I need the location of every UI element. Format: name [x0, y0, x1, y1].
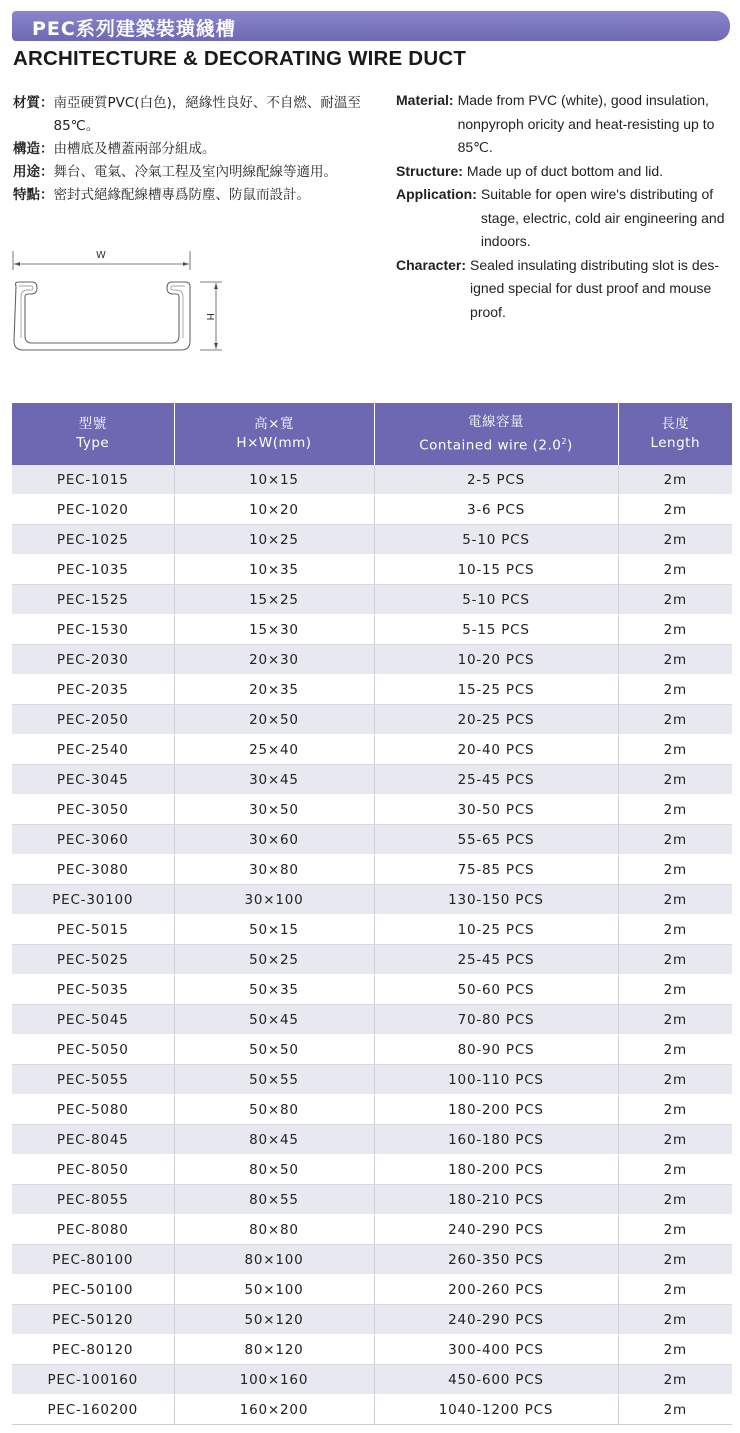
cell-contained-wire: 10-20 PCS: [374, 645, 618, 675]
table-row: [12, 1395, 732, 1425]
column-header-contained-wire: [374, 403, 618, 465]
table-row: [12, 1035, 732, 1065]
cell-type: PEC-5050: [12, 1035, 174, 1065]
zh-spec-text: 舞台、電氣、冷氣工程及室內明線配線等適用。: [53, 164, 337, 180]
cell-dimensions: 10×35: [174, 555, 374, 585]
spec-table: [12, 403, 732, 1425]
table-row: [12, 465, 732, 495]
cell-type: PEC-50100: [12, 1275, 174, 1305]
cell-dimensions: 80×120: [174, 1335, 374, 1365]
cell-type: PEC-5080: [12, 1095, 174, 1125]
cell-contained-wire: 300-400 PCS: [374, 1335, 618, 1365]
cell-dimensions: 30×60: [174, 825, 374, 855]
table-row: [12, 705, 732, 735]
en-spec-label: Character:: [396, 256, 467, 273]
cell-type: PEC-30100: [12, 885, 174, 915]
table-header-row: [12, 403, 732, 465]
cell-contained-wire: 240-290 PCS: [374, 1215, 618, 1245]
cell-dimensions: 50×80: [174, 1095, 374, 1125]
cell-type: PEC-5035: [12, 975, 174, 1005]
cell-type: PEC-1530: [12, 615, 174, 645]
page-title: ARCHITECTURE & DECORATING WIRE DUCT: [13, 47, 467, 70]
cell-contained-wire: 15-25 PCS: [374, 675, 618, 705]
cell-length: 2m: [618, 1125, 732, 1155]
cell-dimensions: 80×45: [174, 1125, 374, 1155]
column-header-zh: 高×寬: [254, 416, 294, 432]
banner-title: PEC系列建築裝璜綫槽: [32, 18, 236, 40]
cell-length: 2m: [618, 1245, 732, 1275]
cell-contained-wire: 2-5 PCS: [374, 465, 618, 495]
cell-length: 2m: [618, 825, 732, 855]
arrow-left-icon: [14, 262, 20, 266]
height-label: H: [204, 313, 215, 321]
cell-dimensions: 10×25: [174, 525, 374, 555]
cell-dimensions: 30×80: [174, 855, 374, 885]
cell-dimensions: 50×50: [174, 1035, 374, 1065]
cell-type: PEC-2035: [12, 675, 174, 705]
cell-dimensions: 30×45: [174, 765, 374, 795]
cell-length: 2m: [618, 585, 732, 615]
duct-cross-section-diagram: [10, 246, 225, 356]
cell-length: 2m: [618, 765, 732, 795]
table-row: [12, 675, 732, 705]
table-row: [12, 855, 732, 885]
table-row: [12, 1335, 732, 1365]
zh-spec-feature: [13, 184, 363, 207]
table-row: [12, 885, 732, 915]
cell-dimensions: 100×160: [174, 1365, 374, 1395]
cell-dimensions: 20×30: [174, 645, 374, 675]
cell-type: PEC-3045: [12, 765, 174, 795]
cell-dimensions: 80×50: [174, 1155, 374, 1185]
cell-dimensions: 25×40: [174, 735, 374, 765]
cell-contained-wire: 180-200 PCS: [374, 1155, 618, 1185]
cell-length: 2m: [618, 945, 732, 975]
cell-contained-wire: 30-50 PCS: [374, 795, 618, 825]
zh-spec-structure: [13, 138, 363, 161]
table-row: [12, 1095, 732, 1125]
cell-dimensions: 80×80: [174, 1215, 374, 1245]
cell-length: 2m: [618, 615, 732, 645]
cell-type: PEC-5055: [12, 1065, 174, 1095]
cell-contained-wire: 1040-1200 PCS: [374, 1395, 618, 1425]
cell-length: 2m: [618, 975, 732, 1005]
en-spec-label: Material:: [396, 92, 454, 108]
zh-spec-label: 用途：: [13, 164, 54, 180]
cell-contained-wire: 260-350 PCS: [374, 1245, 618, 1275]
zh-spec-list: [13, 92, 363, 207]
cell-dimensions: 20×35: [174, 675, 374, 705]
cell-type: PEC-2050: [12, 705, 174, 735]
cell-length: 2m: [618, 795, 732, 825]
table-row: [12, 1125, 732, 1155]
cell-contained-wire: 50-60 PCS: [374, 975, 618, 1005]
column-header-type: [12, 403, 174, 465]
table-row: [12, 1275, 732, 1305]
cell-length: 2m: [618, 465, 732, 495]
cell-length: 2m: [618, 525, 732, 555]
cell-contained-wire: 75-85 PCS: [374, 855, 618, 885]
cell-length: 2m: [618, 1065, 732, 1095]
cell-type: PEC-80120: [12, 1335, 174, 1365]
cell-length: 2m: [618, 1215, 732, 1245]
cell-dimensions: 10×20: [174, 495, 374, 525]
column-header-en: Length: [650, 435, 701, 451]
cell-dimensions: 50×55: [174, 1065, 374, 1095]
cell-length: 2m: [618, 1005, 732, 1035]
cell-length: 2m: [618, 1335, 732, 1365]
cell-contained-wire: 20-25 PCS: [374, 705, 618, 735]
zh-spec-label: 材質：: [13, 95, 54, 111]
cell-dimensions: 50×45: [174, 1005, 374, 1035]
cell-type: PEC-3050: [12, 795, 174, 825]
cell-type: PEC-8055: [12, 1185, 174, 1215]
cell-length: 2m: [618, 855, 732, 885]
cell-length: 2m: [618, 645, 732, 675]
column-header-superscript: 2: [561, 436, 567, 446]
column-header-en-tail: ): [566, 437, 573, 454]
cell-length: 2m: [618, 885, 732, 915]
table-row: [12, 975, 732, 1005]
en-spec-text: Suitable for open wire's distributing of stage, electric, cold air engineering and indoors.: [480, 186, 725, 249]
table-row: [12, 825, 732, 855]
cell-contained-wire: 3-6 PCS: [374, 495, 618, 525]
cell-dimensions: 80×100: [174, 1245, 374, 1275]
cell-length: 2m: [618, 1185, 732, 1215]
cell-contained-wire: 80-90 PCS: [374, 1035, 618, 1065]
zh-spec-material: [13, 92, 363, 138]
column-header-en-text: Contained wire (2.0: [419, 437, 562, 454]
en-spec-label: Structure:: [396, 162, 463, 179]
cell-length: 2m: [618, 555, 732, 585]
table-row: [12, 1155, 732, 1185]
table-row: [12, 1365, 732, 1395]
zh-spec-text: 南亞硬質PVC(白色)，絕緣性良好、不自燃、耐溫至85℃。: [53, 95, 361, 134]
table-row: [12, 1215, 732, 1245]
cell-length: 2m: [618, 915, 732, 945]
table-row: [12, 1245, 732, 1275]
duct-profile-inner: [19, 286, 185, 338]
title-banner: [12, 11, 730, 41]
table-row: [12, 1065, 732, 1095]
table-row: [12, 765, 732, 795]
cell-length: 2m: [618, 1365, 732, 1395]
spec-table-body: [12, 465, 732, 1425]
table-row: [12, 645, 732, 675]
column-header-zh: 長度: [661, 416, 690, 432]
table-row: [12, 555, 732, 585]
cell-dimensions: 50×25: [174, 945, 374, 975]
cell-dimensions: 15×25: [174, 585, 374, 615]
cell-type: PEC-1035: [12, 555, 174, 585]
column-header-length: [618, 403, 732, 465]
cell-type: PEC-8050: [12, 1155, 174, 1185]
cell-type: PEC-1020: [12, 495, 174, 525]
cell-contained-wire: 55-65 PCS: [374, 825, 618, 855]
cell-contained-wire: 100-110 PCS: [374, 1065, 618, 1095]
cell-contained-wire: 130-150 PCS: [374, 885, 618, 915]
cell-contained-wire: 200-260 PCS: [374, 1275, 618, 1305]
cell-contained-wire: 450-600 PCS: [374, 1365, 618, 1395]
table-row: [12, 495, 732, 525]
column-header-zh: 電線容量: [468, 413, 524, 430]
cell-dimensions: 30×50: [174, 795, 374, 825]
cell-type: PEC-50120: [12, 1305, 174, 1335]
cell-dimensions: 30×100: [174, 885, 374, 915]
cell-contained-wire: 5-10 PCS: [374, 585, 618, 615]
table-row: [12, 585, 732, 615]
en-spec-application: [396, 183, 734, 254]
en-spec-structure: [396, 160, 734, 184]
column-header-en: H×W(mm): [236, 435, 312, 451]
cell-length: 2m: [618, 495, 732, 525]
arrow-up-icon: [214, 283, 218, 289]
cell-length: 2m: [618, 675, 732, 705]
cell-length: 2m: [618, 1155, 732, 1185]
cell-contained-wire: 180-200 PCS: [374, 1095, 618, 1125]
table-row: [12, 615, 732, 645]
cell-contained-wire: 25-45 PCS: [374, 945, 618, 975]
cell-dimensions: 80×55: [174, 1185, 374, 1215]
table-row: [12, 735, 732, 765]
cell-contained-wire: 10-25 PCS: [374, 915, 618, 945]
cell-length: 2m: [618, 705, 732, 735]
cell-type: PEC-5025: [12, 945, 174, 975]
cell-length: 2m: [618, 1305, 732, 1335]
en-spec-text: Sealed insulating distributing slot is des-igned special for dust proof and mouse proof.: [470, 256, 720, 320]
en-spec-text: Made from PVC (white), good insulation, nonpyroph oricity and heat-resisting up to 85℃.: [457, 92, 715, 155]
cell-contained-wire: 20-40 PCS: [374, 735, 618, 765]
cell-contained-wire: 240-290 PCS: [374, 1305, 618, 1335]
cell-contained-wire: 160-180 PCS: [374, 1125, 618, 1155]
cell-type: PEC-2540: [12, 735, 174, 765]
cell-dimensions: 50×100: [174, 1275, 374, 1305]
zh-spec-label: 構造：: [13, 141, 54, 157]
en-spec-material: [396, 89, 734, 160]
cell-dimensions: 50×35: [174, 975, 374, 1005]
cell-type: PEC-3060: [12, 825, 174, 855]
column-header-en: [375, 432, 618, 456]
cell-type: PEC-1025: [12, 525, 174, 555]
cell-dimensions: 10×15: [174, 465, 374, 495]
duct-profile-outline: [14, 282, 190, 350]
table-row: [12, 525, 732, 555]
en-spec-text: Made up of duct bottom and lid.: [466, 162, 664, 179]
cell-length: 2m: [618, 1095, 732, 1125]
cell-contained-wire: 5-10 PCS: [374, 525, 618, 555]
zh-spec-application: [13, 161, 363, 184]
cell-dimensions: 50×15: [174, 915, 374, 945]
cell-type: PEC-1525: [12, 585, 174, 615]
table-row: [12, 795, 732, 825]
cell-length: 2m: [618, 1035, 732, 1065]
table-row: [12, 1185, 732, 1215]
cell-type: PEC-3080: [12, 855, 174, 885]
en-spec-label: Application:: [396, 186, 477, 202]
arrow-right-icon: [183, 262, 189, 266]
column-header-en: Type: [76, 435, 110, 451]
zh-spec-label: 特點：: [13, 187, 54, 203]
cell-length: 2m: [618, 1275, 732, 1305]
cell-type: PEC-80100: [12, 1245, 174, 1275]
cell-contained-wire: 70-80 PCS: [374, 1005, 618, 1035]
table-row: [12, 945, 732, 975]
cell-type: PEC-1015: [12, 465, 174, 495]
cell-length: 2m: [618, 735, 732, 765]
table-row: [12, 1005, 732, 1035]
cell-type: PEC-100160: [12, 1365, 174, 1395]
cell-contained-wire: 5-15 PCS: [374, 615, 618, 645]
cell-length: 2m: [618, 1395, 732, 1425]
zh-spec-text: 由槽底及槽蓋兩部分組成。: [53, 141, 216, 157]
cell-contained-wire: 180-210 PCS: [374, 1185, 618, 1215]
column-header-zh: 型號: [78, 416, 107, 432]
en-spec-character: [396, 254, 734, 325]
cell-dimensions: 160×200: [174, 1395, 374, 1425]
cell-contained-wire: 10-15 PCS: [374, 555, 618, 585]
zh-spec-text: 密封式絕緣配線槽專爲防塵、防鼠而設計。: [53, 187, 310, 203]
cell-dimensions: 15×30: [174, 615, 374, 645]
en-spec-list: [396, 89, 734, 324]
column-header-size: [174, 403, 374, 465]
table-row: [12, 915, 732, 945]
cell-type: PEC-160200: [12, 1395, 174, 1425]
width-label: W: [96, 250, 106, 261]
cell-dimensions: 20×50: [174, 705, 374, 735]
cell-type: PEC-5045: [12, 1005, 174, 1035]
table-row: [12, 1305, 732, 1335]
cell-type: PEC-8045: [12, 1125, 174, 1155]
arrow-down-icon: [214, 343, 218, 349]
cell-dimensions: 50×120: [174, 1305, 374, 1335]
cell-type: PEC-2030: [12, 645, 174, 675]
cell-type: PEC-8080: [12, 1215, 174, 1245]
cell-contained-wire: 25-45 PCS: [374, 765, 618, 795]
cell-type: PEC-5015: [12, 915, 174, 945]
